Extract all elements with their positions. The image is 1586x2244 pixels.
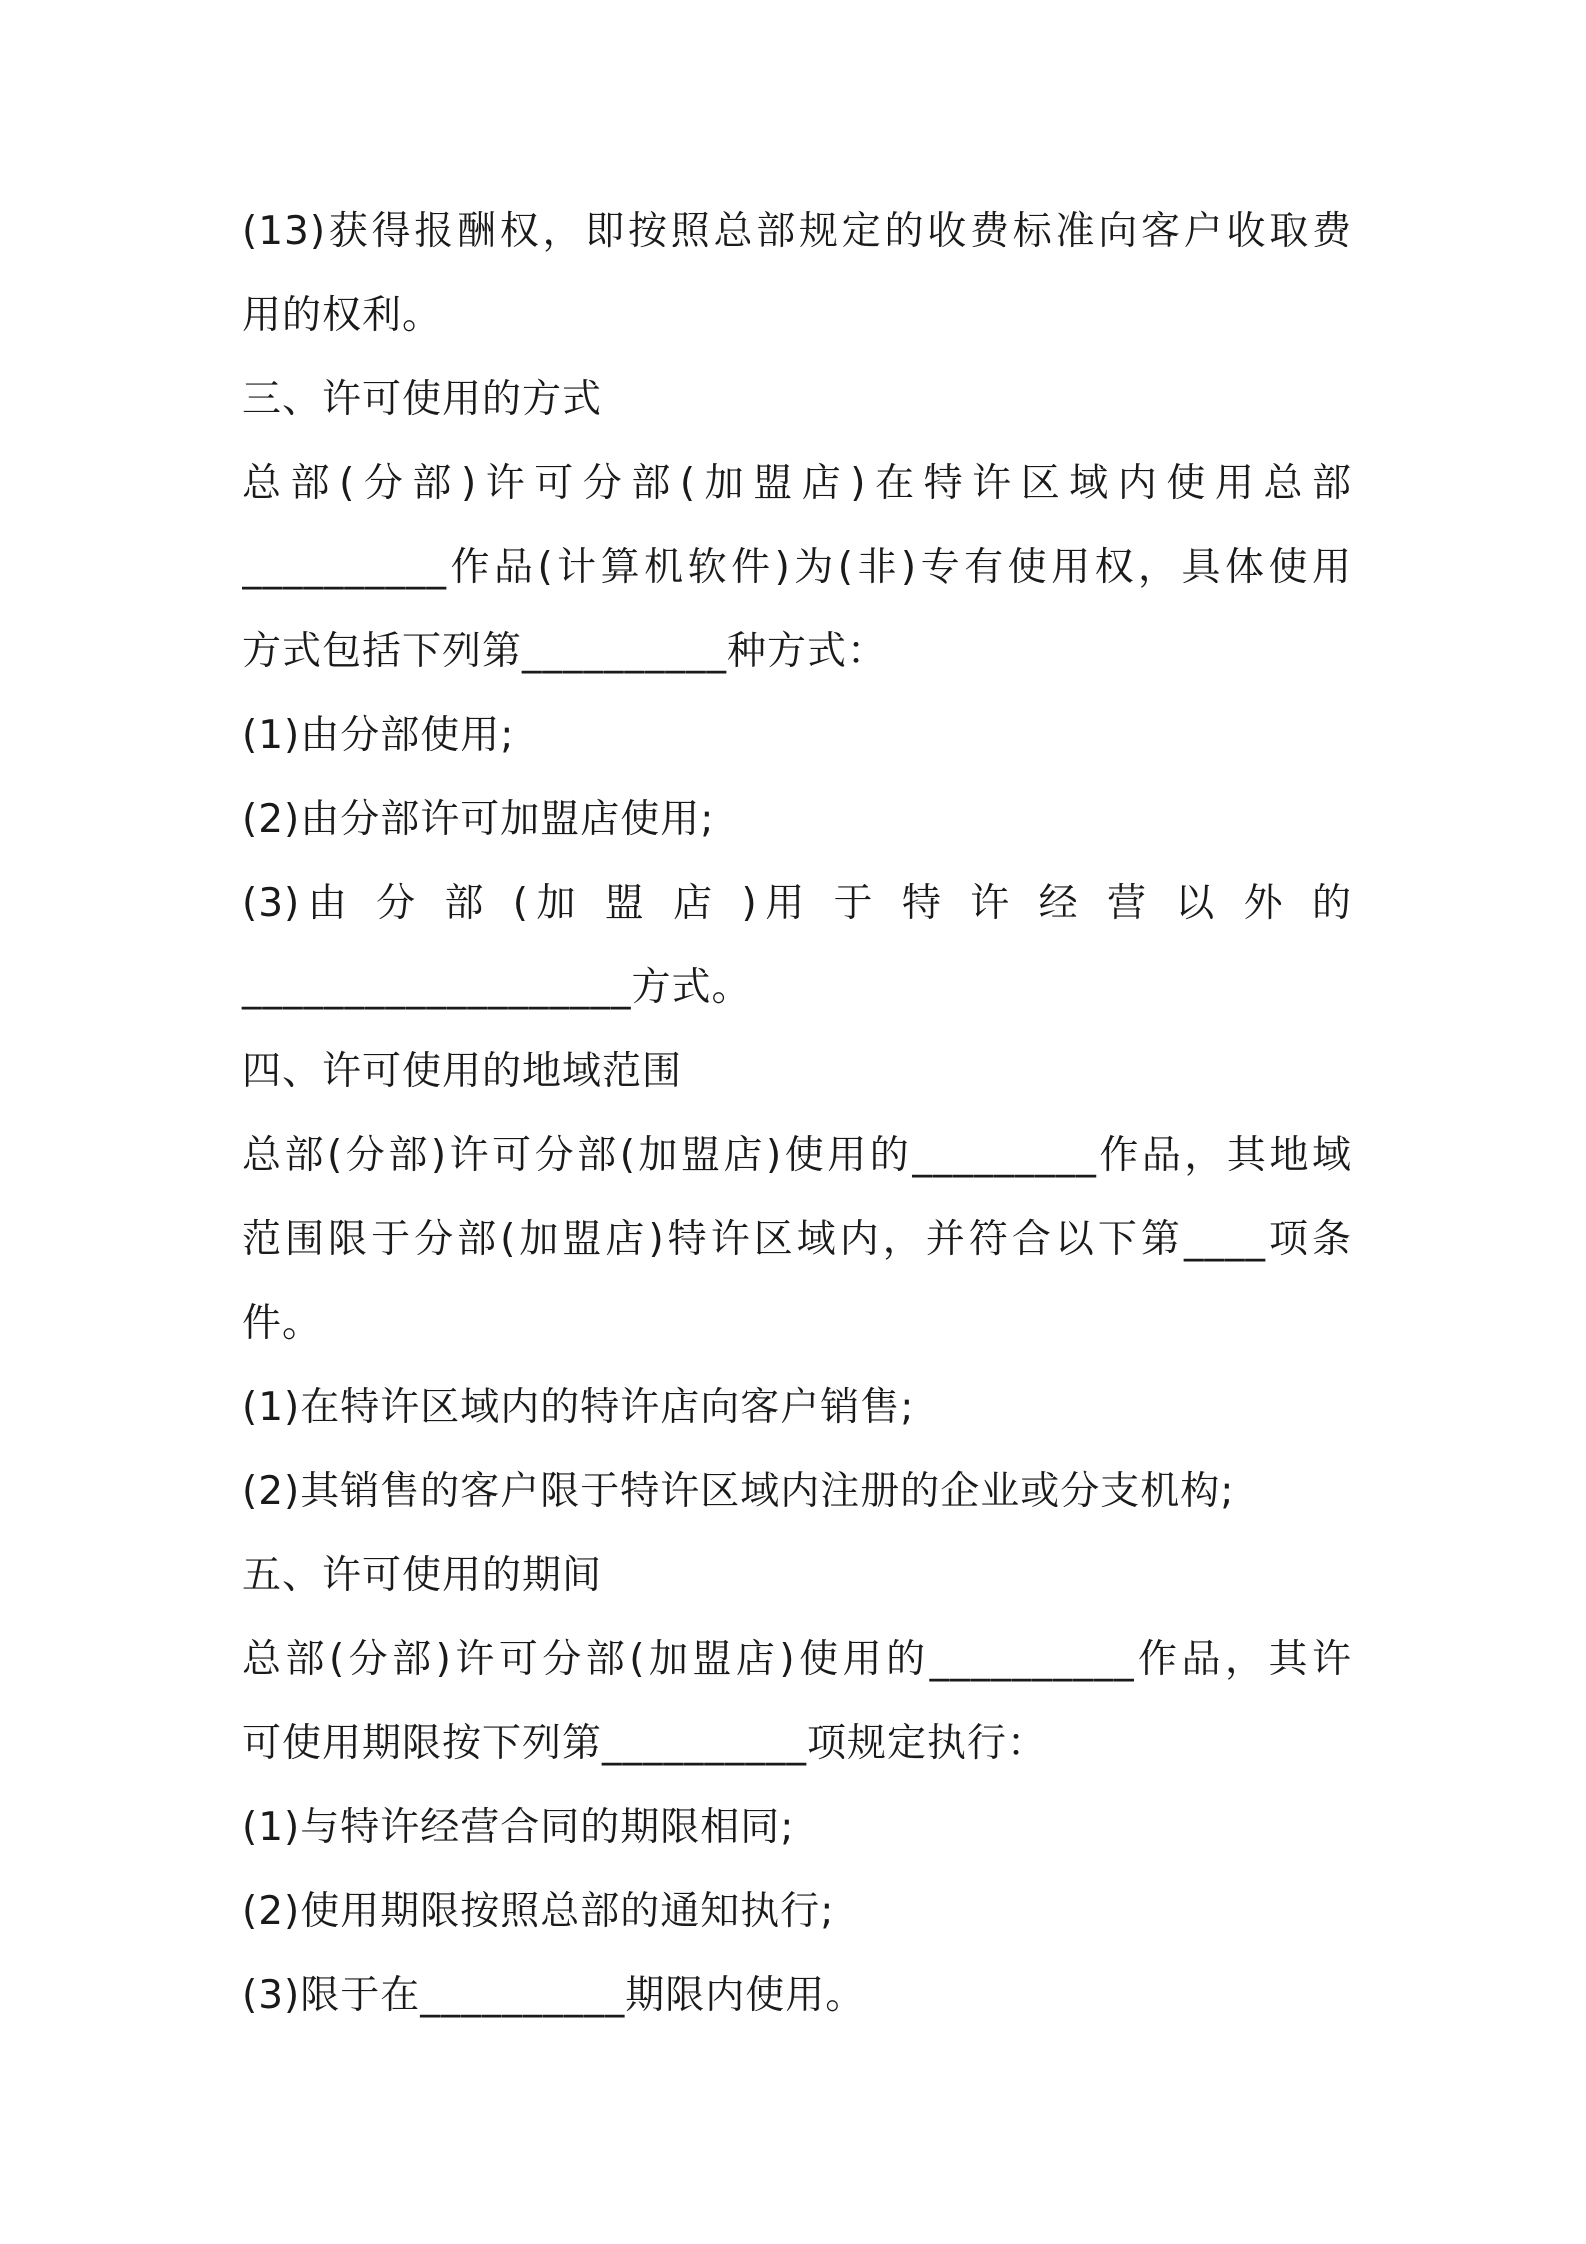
- section-4-heading: 四、许可使用的地域范围: [242, 1049, 683, 1094]
- section-5-para-line-2: 可使用期限按下列第__________项规定执行：: [242, 1721, 1048, 1766]
- section-5-item-3: (3)限于在__________期限内使用。: [242, 1973, 866, 2018]
- document-page: [242, 190, 1352, 2038]
- section-4-item-2: (2)其销售的客户限于特许区域内注册的企业或分支机构;: [242, 1469, 1235, 1514]
- section-3-heading: 三、许可使用的方式: [242, 377, 603, 422]
- section-3-para-line-1: 总部(分部)许可分部(加盟店)在特许区域内使用总部: [242, 461, 1352, 506]
- section-4-para-line-3: 件。: [242, 1301, 323, 1346]
- section-3-item-2: (2)由分部许可加盟店使用;: [242, 797, 715, 842]
- section-3-para-line-2: __________作品(计算机软件)为(非)专有使用权，具体使用: [242, 545, 1352, 590]
- section-4-item-1: (1)在特许区域内的特许店向客户销售;: [242, 1385, 915, 1430]
- section-3-item-3-line-2: ___________________方式。: [242, 965, 752, 1010]
- clause-13-line-2: 用的权利。: [242, 293, 443, 338]
- section-5-heading: 五、许可使用的期间: [242, 1553, 603, 1598]
- section-5-para-line-1: 总部(分部)许可分部(加盟店)使用的__________作品，其许: [242, 1637, 1352, 1682]
- section-4-para-line-2: 范围限于分部(加盟店)特许区域内，并符合以下第____项条: [242, 1217, 1352, 1262]
- section-3-para-line-3: 方式包括下列第__________种方式：: [242, 629, 888, 674]
- clause-13-line-1: (13)获得报酬权，即按照总部规定的收费标准向客户收取费: [242, 209, 1352, 254]
- section-3-item-3-line-1: (3)由 分 部 (加 盟 店 )用 于 特 许 经 营 以 外 的: [242, 881, 1352, 926]
- section-5-item-1: (1)与特许经营合同的期限相同;: [242, 1805, 795, 1850]
- section-3-item-1: (1)由分部使用;: [242, 713, 515, 758]
- section-4-para-line-1: 总部(分部)许可分部(加盟店)使用的_________作品，其地域: [242, 1133, 1352, 1178]
- section-5-item-2: (2)使用期限按照总部的通知执行;: [242, 1889, 835, 1934]
